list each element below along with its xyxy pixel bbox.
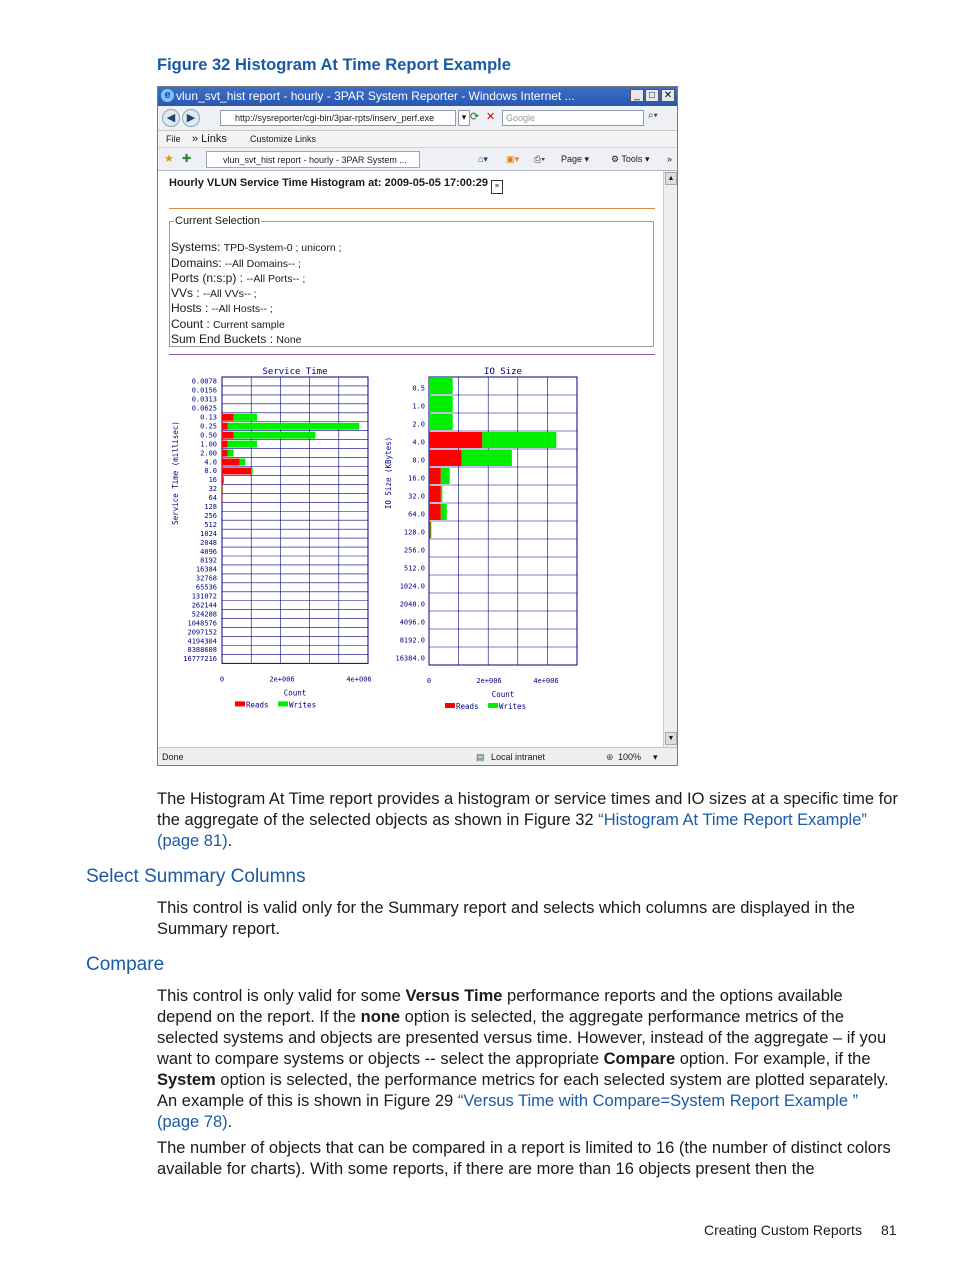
- category-label: 2048.0: [399, 600, 425, 609]
- bold-term: Compare: [603, 1050, 676, 1068]
- category-label: 2097152: [187, 628, 217, 637]
- category-label: 65536: [195, 583, 217, 592]
- paragraph-summary: This control is valid only for the Summary report and selects which columns are displayed in the Summary report.: [157, 899, 855, 938]
- category-label: 0.25: [200, 422, 217, 431]
- category-label: 8192.0: [399, 636, 425, 645]
- category-label: 0.5: [412, 384, 425, 393]
- bar-writes: [429, 396, 453, 412]
- menu-customize-links[interactable]: Customize Links: [250, 134, 317, 144]
- address-bar: [158, 106, 678, 131]
- bar-writes: [223, 476, 224, 483]
- report-title-text: Hourly VLUN Service Time Histogram at: 2009-05-05 17:00:29: [169, 177, 488, 189]
- category-label: 64.0: [408, 510, 425, 519]
- category-label: 8388608: [187, 646, 217, 655]
- selection-value: --All Domains-- ;: [225, 258, 301, 270]
- paragraph-text: option is selected, the aggregate performance metrics of the selected systems and objects are presented versus time. However, instead of the aggregate – if you want to compare systems or objects -- select the appropriate: [157, 1008, 887, 1068]
- paragraph-text: option is selected, the performance metrics for each selected system are plotted separately. An example of this is shown in Figure 29: [157, 1071, 889, 1110]
- tools-menu-label: Tools: [621, 154, 643, 164]
- selection-value: None: [276, 334, 302, 346]
- bar-writes: [441, 486, 442, 502]
- selection-label: Ports (n:s:p) :: [171, 271, 247, 285]
- category-label: 1048576: [187, 619, 217, 628]
- bar-reads: [222, 423, 228, 430]
- category-label: 32.0: [408, 492, 425, 501]
- category-label: 4.0: [204, 458, 217, 467]
- bar-reads: [222, 476, 223, 483]
- close-button[interactable]: ✕: [661, 89, 675, 102]
- footer-page-number: 81: [881, 1222, 897, 1238]
- category-label: 2048: [200, 538, 217, 547]
- bar-reads: [222, 414, 234, 421]
- selection-label: Domains:: [171, 256, 226, 270]
- search-input[interactable]: Google: [502, 110, 644, 126]
- legend-swatch: [488, 703, 498, 708]
- category-label: 512: [204, 520, 217, 529]
- category-label: 4096.0: [399, 618, 425, 627]
- bar-writes: [251, 468, 252, 475]
- selection-label: Count :: [171, 317, 214, 331]
- category-label: 256.0: [403, 546, 425, 555]
- window-title: vlun_svt_hist report - hourly - 3PAR System Reporter - Windows Internet ...: [176, 89, 575, 103]
- tab-current[interactable]: vlun_svt_hist report - hourly - 3PAR System ...: [206, 151, 420, 168]
- x-tick-label: 4e+006: [533, 677, 559, 685]
- bar-writes: [228, 450, 234, 457]
- bar-writes: [228, 441, 257, 448]
- category-label: 1.00: [200, 440, 217, 449]
- footer-section: Creating Custom Reports: [704, 1222, 862, 1238]
- bar-reads: [222, 485, 223, 492]
- bar-writes: [234, 414, 257, 421]
- bar-writes: [430, 522, 431, 538]
- category-label: 2.0: [412, 420, 425, 429]
- paragraph-text: option. For example, if the: [675, 1050, 871, 1068]
- url-field[interactable]: http://sysreporter/cgi-bin/3par-rpts/inserv_perf.exe: [220, 110, 456, 126]
- category-label: 0.13: [200, 413, 217, 422]
- histogram-charts: [158, 171, 663, 747]
- menu-bar: [158, 131, 678, 148]
- selection-label: Sum End Buckets :: [171, 332, 277, 346]
- gear-icon: ⚙: [611, 154, 620, 164]
- category-label: 1024: [200, 529, 217, 538]
- bar-reads: [429, 522, 430, 538]
- category-label: 4.0: [412, 438, 425, 447]
- status-bar: [158, 747, 678, 766]
- stop-icon[interactable]: ✕: [486, 111, 496, 123]
- x-axis-label: Count: [491, 690, 515, 699]
- status-zoom[interactable]: 100%: [618, 752, 642, 762]
- figure-29-link[interactable]: “Versus Time with Compare=System Report Example ” (page 78): [157, 1092, 859, 1131]
- selection-label: Systems:: [171, 240, 224, 254]
- category-label: 2.00: [200, 449, 217, 458]
- bold-term: System: [157, 1071, 216, 1089]
- category-label: 0.0078: [191, 377, 217, 386]
- bar-reads: [222, 468, 251, 475]
- paragraph-text: This control is only valid for some: [157, 987, 406, 1005]
- bar-writes: [462, 450, 512, 466]
- category-label: 262144: [191, 601, 217, 610]
- category-label: 64: [208, 494, 217, 503]
- category-label: 256: [204, 511, 217, 520]
- bar-reads: [222, 459, 240, 466]
- selection-value: --All VVs-- ;: [203, 288, 257, 300]
- selection-label: Hosts :: [171, 301, 212, 315]
- category-label: 0.0156: [191, 386, 217, 395]
- menu-file[interactable]: File: [166, 134, 181, 144]
- heading-select-summary-columns: Select Summary Columns: [86, 866, 306, 887]
- url-dropdown-icon[interactable]: ▾: [458, 110, 470, 126]
- maximize-button[interactable]: □: [645, 89, 659, 102]
- category-label: 8.0: [412, 456, 425, 465]
- category-label: 1.0: [412, 402, 425, 411]
- add-favorites-icon[interactable]: ✚: [182, 153, 192, 165]
- bar-reads: [222, 450, 228, 457]
- bar-writes: [240, 459, 246, 466]
- category-label: 512.0: [403, 564, 425, 573]
- paragraph-text: .: [227, 1113, 233, 1131]
- chart-title: IO Size: [484, 367, 522, 377]
- legend-swatch: [278, 701, 288, 706]
- menu-links[interactable]: » Links: [192, 133, 227, 145]
- legend-swatch: [445, 703, 455, 708]
- category-label: 131072: [191, 592, 217, 601]
- bar-reads: [429, 450, 462, 466]
- paragraph-text: performance reports and the options available depend on the report. If the: [157, 987, 843, 1026]
- y-axis-label: Service Time (millisec): [171, 421, 180, 525]
- bar-writes: [482, 432, 556, 448]
- selection-value: --All Ports-- ;: [246, 273, 306, 285]
- feeds-icon[interactable]: ▣▾: [506, 154, 520, 164]
- page-menu[interactable]: Page ▾: [561, 154, 590, 164]
- print-icon[interactable]: ⎙▾: [534, 154, 545, 164]
- category-label: 16777216: [183, 655, 217, 664]
- paragraph-compare: [157, 986, 902, 1133]
- legend-swatch: [235, 701, 245, 706]
- category-label: 524288: [191, 610, 217, 619]
- vertical-scrollbar[interactable]: [663, 171, 678, 747]
- browser-window: [157, 86, 678, 766]
- paragraph-text: .: [227, 832, 233, 850]
- category-label: 128: [204, 503, 217, 512]
- zoom-dropdown-icon[interactable]: ▾: [653, 752, 658, 762]
- scroll-up-arrow-icon[interactable]: ▲: [665, 172, 677, 185]
- bar-reads: [222, 432, 234, 439]
- page-content: [158, 171, 663, 747]
- ie-logo-icon: e: [161, 89, 174, 102]
- selection-value: Current sample: [213, 319, 285, 331]
- bar-writes: [441, 468, 450, 484]
- category-label: 0.0313: [191, 395, 217, 404]
- window-titlebar: [158, 87, 678, 106]
- heading-compare: Compare: [86, 954, 165, 975]
- category-label: 0.0625: [191, 404, 217, 413]
- bar-reads: [429, 486, 441, 502]
- paragraph-objects-limit: The number of objects that can be compared in a report is limited to 16 (the number of distinct colors available for charts). With some reports, if there are more than 16 objects present then the: [157, 1139, 891, 1178]
- category-label: 16384: [195, 565, 217, 574]
- paragraph-histogram: [157, 789, 902, 852]
- document-icon[interactable]: ≡: [491, 180, 503, 194]
- status-zone: Local intranet: [491, 752, 546, 762]
- bar-writes: [234, 432, 316, 439]
- legend-label: Writes: [499, 702, 527, 711]
- category-label: 32768: [195, 574, 217, 583]
- selection-value: TPD-System-0 ; unicorn ;: [223, 242, 342, 254]
- back-button[interactable]: ◀: [162, 109, 180, 127]
- figure-caption: Figure 32 Histogram At Time Report Example: [157, 56, 511, 74]
- legend-label: Reads: [456, 702, 479, 711]
- selection-value: --All Hosts-- ;: [211, 303, 273, 315]
- x-tick-label: 0: [219, 675, 225, 684]
- x-tick-label: 2e+006: [476, 677, 502, 685]
- current-selection-legend: Current Selection: [175, 215, 260, 227]
- bar-reads: [429, 432, 482, 448]
- bar-reads: [222, 441, 228, 448]
- bar-reads: [429, 468, 441, 484]
- category-label: 8.0: [204, 467, 217, 476]
- category-label: 128.0: [403, 528, 425, 537]
- legend-label: Writes: [289, 700, 317, 710]
- x-axis-label: Count: [283, 688, 307, 698]
- zoom-icon[interactable]: ⊕: [606, 752, 614, 762]
- chart-title: Service Time: [262, 367, 328, 377]
- forward-button[interactable]: ▶: [182, 109, 200, 127]
- bold-term: Versus Time: [405, 987, 503, 1005]
- paragraph-text: The Histogram At Time report provides a histogram or service times and IO sizes at a specific time for the aggregate of the selected objects as shown in Figure 32: [157, 790, 898, 829]
- intranet-icon: ▤: [476, 752, 485, 762]
- category-label: 16384.0: [395, 654, 425, 663]
- y-axis-label: IO Size (KBytes): [384, 436, 393, 510]
- category-label: 16: [208, 476, 217, 485]
- home-icon[interactable]: ⌂▾: [478, 154, 488, 164]
- search-icon[interactable]: ⌕▾: [648, 110, 658, 121]
- x-tick-label: 2e+006: [269, 675, 295, 684]
- legend-label: Reads: [246, 700, 269, 710]
- category-label: 32: [208, 485, 217, 494]
- category-label: 4194304: [187, 637, 217, 646]
- bar-reads: [429, 504, 441, 520]
- category-label: 16.0: [408, 474, 425, 483]
- x-tick-label: 0: [426, 677, 432, 685]
- refresh-icon[interactable]: ⟳: [470, 111, 480, 123]
- chevron-right-icon[interactable]: »: [667, 154, 673, 164]
- tab-bar: [158, 148, 678, 171]
- scroll-down-arrow-icon[interactable]: ▼: [665, 732, 677, 745]
- status-text: Done: [162, 752, 184, 762]
- minimize-button[interactable]: _: [630, 89, 644, 102]
- category-label: 4096: [200, 547, 217, 556]
- bold-term: none: [360, 1008, 401, 1026]
- category-label: 8192: [200, 556, 217, 565]
- bar-writes: [228, 423, 359, 430]
- selection-label: VVs :: [171, 286, 204, 300]
- favorites-star-icon[interactable]: ★: [164, 153, 174, 165]
- bar-writes: [429, 378, 453, 394]
- tools-menu[interactable]: ⚙ Tools ▾: [611, 154, 650, 164]
- bar-writes: [441, 504, 447, 520]
- x-tick-label: 4e+006: [346, 675, 372, 684]
- page-menu-label: Page: [561, 154, 583, 164]
- category-label: 0.50: [200, 431, 217, 440]
- bar-writes: [429, 414, 453, 430]
- category-label: 1024.0: [399, 582, 425, 591]
- figure-32-link[interactable]: “Histogram At Time Report Example” (page 81): [157, 811, 867, 850]
